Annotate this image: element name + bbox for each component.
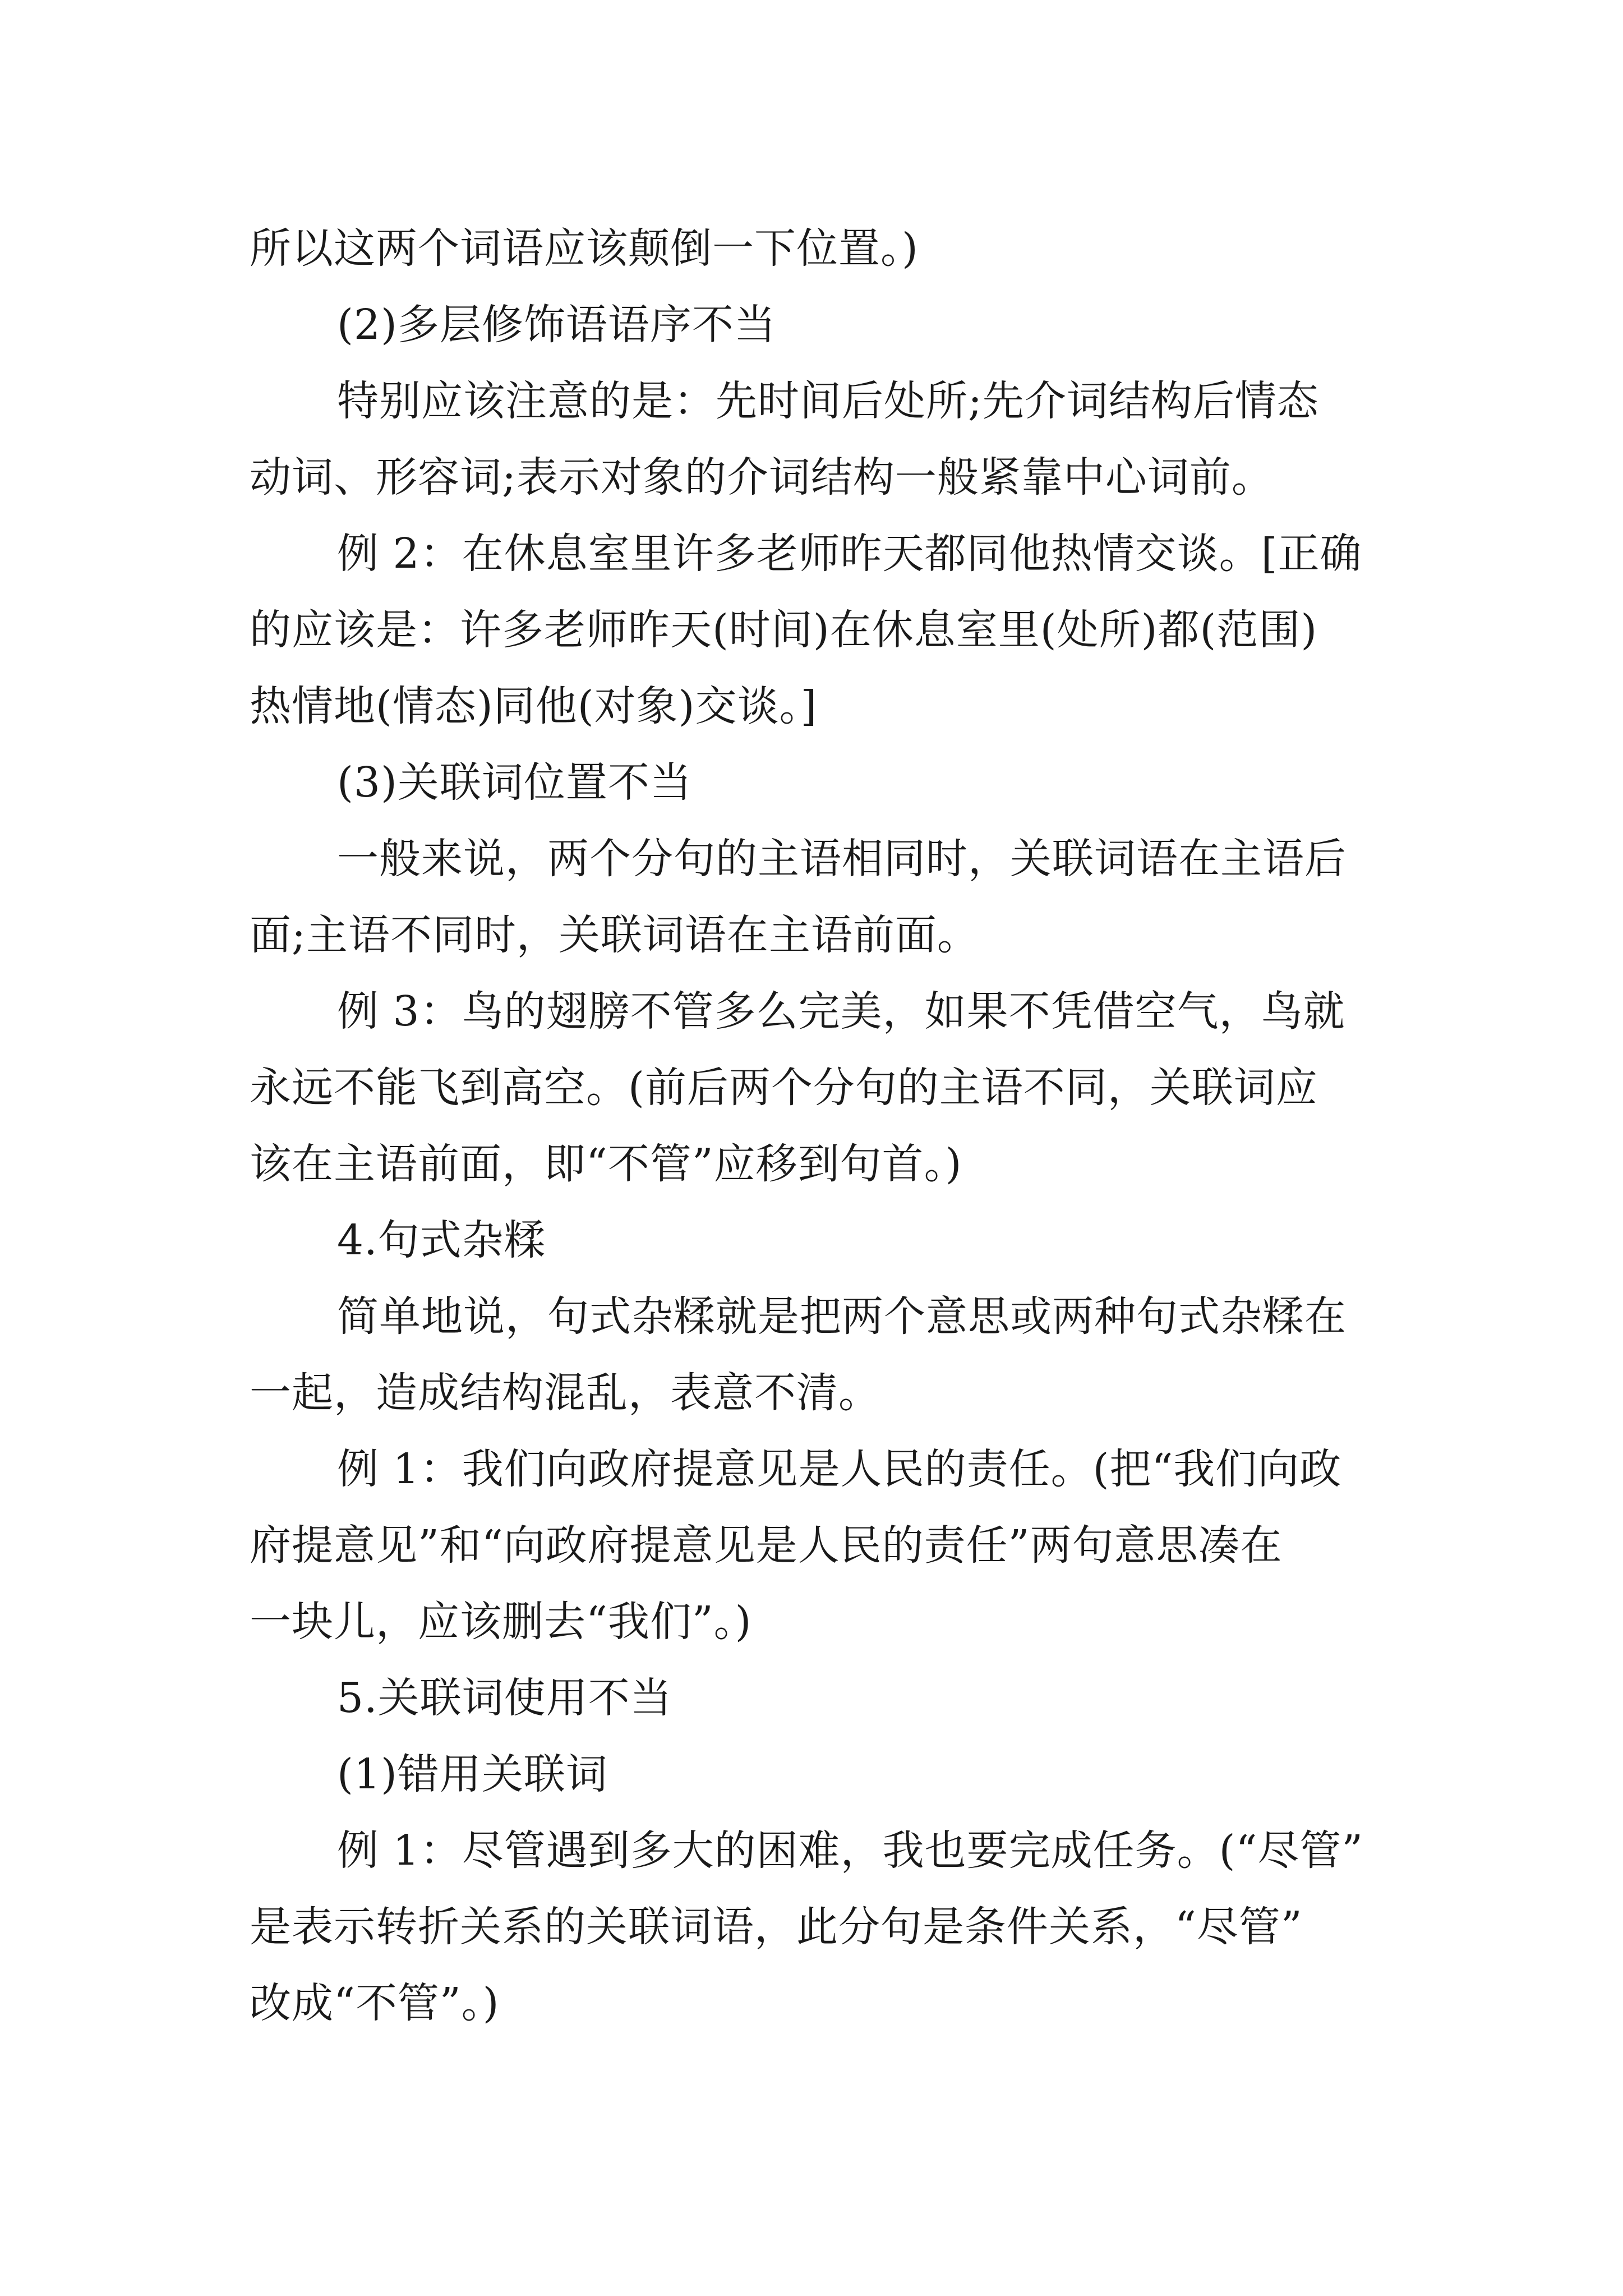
text-line: 一起，造成结构混乱，表意不清。 — [250, 1369, 880, 1417]
text-line: 4.句式杂糅 — [337, 1216, 546, 1264]
text-line: (3)关联词位置不当 — [337, 758, 692, 807]
text-line: 永远不能飞到高空。(前后两个分句的主语不同，关联词应 — [250, 1064, 1318, 1112]
text-line: 例 1：尽管遇到多大的困难，我也要完成任务。(“尽管” — [337, 1826, 1364, 1875]
text-line: (2)多层修饰语语序不当 — [337, 301, 776, 349]
text-line: 5.关联词使用不当 — [337, 1674, 672, 1722]
text-line: 热情地(情态)同他(对象)交谈。] — [250, 682, 818, 730]
text-line: 动词、形容词;表示对象的介词结构一般紧靠中心词前。 — [250, 453, 1274, 501]
text-line: (1)错用关联词 — [337, 1750, 608, 1798]
text-line: 例 1：我们向政府提意见是人民的责任。(把“我们向政 — [337, 1445, 1342, 1493]
text-line: 面;主语不同时，关联词语在主语前面。 — [250, 911, 979, 959]
text-line: 改成“不管”。) — [250, 1979, 500, 2027]
text-line: 所以这两个词语应该颠倒一下位置。) — [250, 224, 919, 273]
document-body — [250, 210, 1394, 2041]
text-line: 是表示转折关系的关联词语，此分句是条件关系，“尽管” — [250, 1903, 1303, 1951]
text-line: 简单地说，句式杂糅就是把两个意思或两种句式杂糅在 — [337, 1292, 1347, 1341]
text-line: 的应该是：许多老师昨天(时间)在休息室里(处所)都(范围) — [250, 606, 1318, 654]
text-line: 例 2：在休息室里许多老师昨天都同他热情交谈。[正确 — [337, 530, 1362, 578]
text-line: 特别应该注意的是：先时间后处所;先介词结构后情态 — [337, 377, 1319, 425]
text-line: 该在主语前面，即“不管”应移到句首。) — [250, 1140, 962, 1188]
text-line: 例 3：鸟的翅膀不管多么完美，如果不凭借空气，鸟就 — [337, 987, 1345, 1036]
text-line: 府提意见”和“向政府提意见是人民的责任”两句意思凑在 — [250, 1521, 1283, 1570]
text-line: 一般来说，两个分句的主语相同时，关联词语在主语后 — [337, 835, 1347, 883]
text-line: 一块儿，应该删去“我们”。) — [250, 1598, 752, 1646]
